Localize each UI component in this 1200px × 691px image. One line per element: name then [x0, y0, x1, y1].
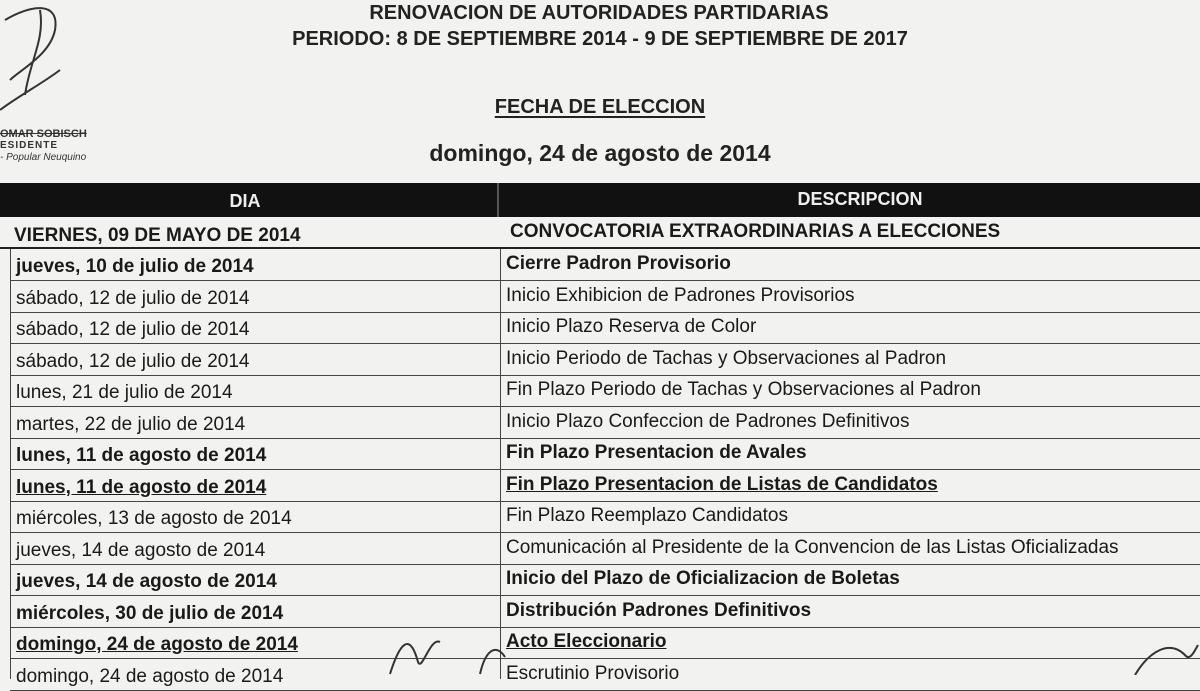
- document-title: RENOVACION DE AUTORIDADES PARTIDARIAS: [369, 2, 829, 24]
- row-description: Inicio Periodo de Tachas y Observaciones al Padron: [506, 347, 947, 369]
- row-date: jueves, 14 de agosto de 2014: [16, 571, 277, 592]
- row-description: Fin Plazo Periodo de Tachas y Observaciones al Padron: [506, 379, 981, 400]
- row-date: VIERNES, 09 DE MAYO DE 2014: [14, 225, 301, 246]
- row-date: sábado, 12 de julio de 2014: [16, 319, 250, 340]
- table-row: [10, 438, 1200, 470]
- row-description: Comunicación al Presidente de la Convencion de las Listas Oficializadas: [506, 536, 1119, 558]
- election-date-value: domingo, 24 de agosto de 2014: [429, 140, 771, 166]
- election-date-label: FECHA DE ELECCION: [494, 96, 706, 118]
- row-description: Inicio Plazo Reserva de Color: [506, 316, 757, 337]
- row-description: Inicio del Plazo de Oficializacion de Boletas: [506, 568, 900, 589]
- row-date: sábado, 12 de julio de 2014: [16, 287, 250, 309]
- row-date: miércoles, 13 de agosto de 2014: [16, 508, 292, 529]
- table-row: [10, 564, 1200, 596]
- row-date: domingo, 24 de agosto de 2014: [16, 634, 298, 655]
- bottom-signature-scribble: [380, 632, 520, 675]
- signatory-role: ESIDENTE: [0, 140, 59, 151]
- row-date: sábado, 12 de julio de 2014: [16, 350, 250, 372]
- table-row: [10, 344, 1200, 376]
- table-row: [10, 596, 1200, 628]
- row-description: Escrutinio Provisorio: [506, 662, 680, 684]
- row-description: Fin Plazo Presentacion de Avales: [506, 442, 807, 463]
- table-row: [10, 533, 1200, 565]
- table-row: [10, 470, 1200, 502]
- table-row: [10, 407, 1200, 439]
- table-row: [10, 375, 1200, 407]
- row-date: jueves, 10 de julio de 2014: [16, 256, 254, 277]
- table-row: [10, 312, 1200, 344]
- header-divider: [497, 183, 499, 217]
- table-header: [0, 183, 1200, 217]
- column-header-descripcion: DESCRIPCION: [797, 189, 923, 209]
- table-row: [10, 627, 1200, 659]
- row-description: Cierre Padron Provisorio: [506, 253, 731, 274]
- column-divider: [500, 249, 501, 679]
- row-date: lunes, 11 de agosto de 2014: [16, 476, 267, 498]
- row-description: Acto Eleccionario: [506, 631, 667, 652]
- row-description: Inicio Plazo Confeccion de Padrones Definitivos: [506, 410, 910, 432]
- table-row-convocatoria: [0, 219, 1200, 249]
- row-date: jueves, 14 de agosto de 2014: [16, 539, 266, 561]
- signatory-party: - Popular Neuquino: [0, 152, 87, 163]
- row-description: Distribución Padrones Definitivos: [506, 599, 812, 621]
- column-header-dia: DIA: [229, 191, 261, 211]
- document-period: PERIODO: 8 DE SEPTIEMBRE 2014 - 9 DE SEPTIEMBRE DE 2017: [292, 28, 908, 50]
- table-row: [10, 501, 1200, 533]
- table-left-border: [10, 249, 11, 679]
- row-description: Fin Plazo Presentacion de Listas de Candidatos: [506, 473, 938, 495]
- row-date: lunes, 11 de agosto de 2014: [16, 445, 267, 466]
- row-date: lunes, 21 de julio de 2014: [16, 382, 233, 403]
- row-description: Inicio Exhibicion de Padrones Provisorios: [506, 284, 855, 306]
- row-date: miércoles, 30 de julio de 2014: [16, 602, 284, 624]
- row-date: domingo, 24 de agosto de 2014: [16, 665, 284, 687]
- row-description: Fin Plazo Reemplazo Candidatos: [506, 505, 788, 526]
- row-date: martes, 22 de julio de 2014: [16, 413, 246, 435]
- signatory-name: OMAR SOBISCH: [0, 128, 87, 140]
- table-row: [10, 281, 1200, 313]
- corner-signature-scribble: [1130, 640, 1200, 675]
- table-row: [10, 249, 1200, 281]
- row-description: CONVOCATORIA EXTRAORDINARIAS A ELECCIONES: [510, 221, 1001, 242]
